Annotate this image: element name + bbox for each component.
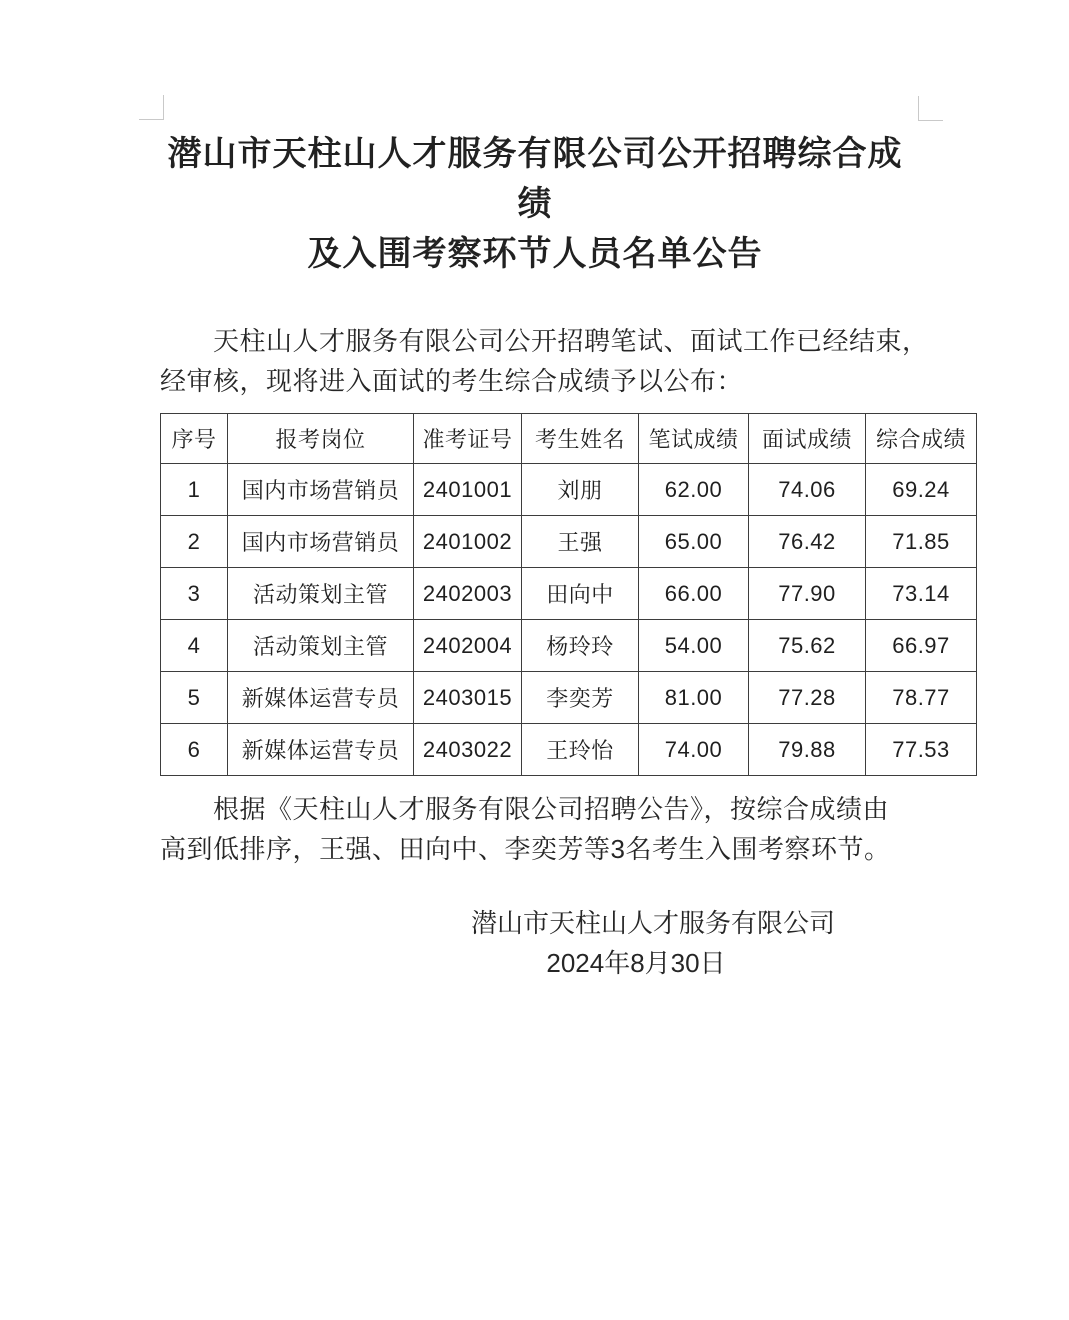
table-row [161, 672, 977, 724]
column-header-index: 序号 [161, 414, 228, 464]
table-cell: 74.06 [749, 464, 866, 516]
column-header-name: 考生姓名 [522, 414, 639, 464]
column-header-total-score: 综合成绩 [866, 414, 977, 464]
table-cell: 王玲怡 [522, 724, 639, 776]
closing-line-1: 根据《天柱山人才服务有限公司招聘公告》，按综合成绩由 [213, 794, 890, 824]
closing-paragraph [160, 789, 978, 869]
table-cell: 新媒体运营专员 [228, 724, 414, 776]
table-cell: 3 [161, 568, 228, 620]
table-cell: 66.97 [866, 620, 977, 672]
signature-company: 潜山市天柱山人才服务有限公司 [470, 908, 835, 938]
document-title [160, 129, 910, 279]
table-cell: 77.53 [866, 724, 977, 776]
table-row [161, 464, 977, 516]
column-header-position: 报考岗位 [228, 414, 414, 464]
table-cell: 73.14 [866, 568, 977, 620]
table-cell: 刘朋 [522, 464, 639, 516]
table-cell: 75.62 [749, 620, 866, 672]
signature-date: 2024年8月30日 [546, 948, 726, 978]
table-cell: 81.00 [639, 672, 749, 724]
table-cell: 78.77 [866, 672, 977, 724]
document-page [160, 0, 978, 983]
table-cell: 62.00 [639, 464, 749, 516]
table-cell: 新媒体运营专员 [228, 672, 414, 724]
title-line-2: 及入围考察环节人员名单公告 [307, 235, 763, 273]
table-cell: 76.42 [749, 516, 866, 568]
table-cell: 李奕芳 [522, 672, 639, 724]
table-cell: 2403022 [414, 724, 522, 776]
table-row [161, 724, 977, 776]
table-cell: 54.00 [639, 620, 749, 672]
table-cell: 2402004 [414, 620, 522, 672]
table-row [161, 568, 977, 620]
table-cell: 74.00 [639, 724, 749, 776]
table-cell: 田向中 [522, 568, 639, 620]
score-table [160, 413, 977, 776]
table-cell: 2401001 [414, 464, 522, 516]
table-cell: 2 [161, 516, 228, 568]
table-cell: 65.00 [639, 516, 749, 568]
table-cell: 杨玲玲 [522, 620, 639, 672]
intro-line-1: 天柱山人才服务有限公司公开招聘笔试、面试工作已经结束， [213, 326, 929, 356]
title-line-1: 潜山市天柱山人才服务有限公司公开招聘综合成绩 [167, 135, 903, 223]
closing-line-2: 高到低排序，王强、田向中、李奕芳等3名考生入围考察环节。 [160, 834, 891, 864]
intro-line-2: 经审核，现将进入面试的考生综合成绩予以公布： [160, 366, 744, 396]
table-cell: 活动策划主管 [228, 620, 414, 672]
table-cell: 4 [161, 620, 228, 672]
table-cell: 77.90 [749, 568, 866, 620]
table-cell: 71.85 [866, 516, 977, 568]
table-cell: 66.00 [639, 568, 749, 620]
table-cell: 69.24 [866, 464, 977, 516]
table-row [161, 516, 977, 568]
table-cell: 国内市场营销员 [228, 516, 414, 568]
signature-block [160, 903, 978, 983]
table-cell: 1 [161, 464, 228, 516]
column-header-interview-score: 面试成绩 [749, 414, 866, 464]
table-cell: 77.28 [749, 672, 866, 724]
intro-paragraph [160, 321, 978, 401]
table-cell: 王强 [522, 516, 639, 568]
table-cell: 国内市场营销员 [228, 464, 414, 516]
table-cell: 2402003 [414, 568, 522, 620]
table-header-row [161, 414, 977, 464]
column-header-written-score: 笔试成绩 [639, 414, 749, 464]
table-cell: 活动策划主管 [228, 568, 414, 620]
table-cell: 2403015 [414, 672, 522, 724]
table-cell: 5 [161, 672, 228, 724]
table-cell: 2401002 [414, 516, 522, 568]
table-row [161, 620, 977, 672]
column-header-ticket-no: 准考证号 [414, 414, 522, 464]
table-cell: 79.88 [749, 724, 866, 776]
table-cell: 6 [161, 724, 228, 776]
